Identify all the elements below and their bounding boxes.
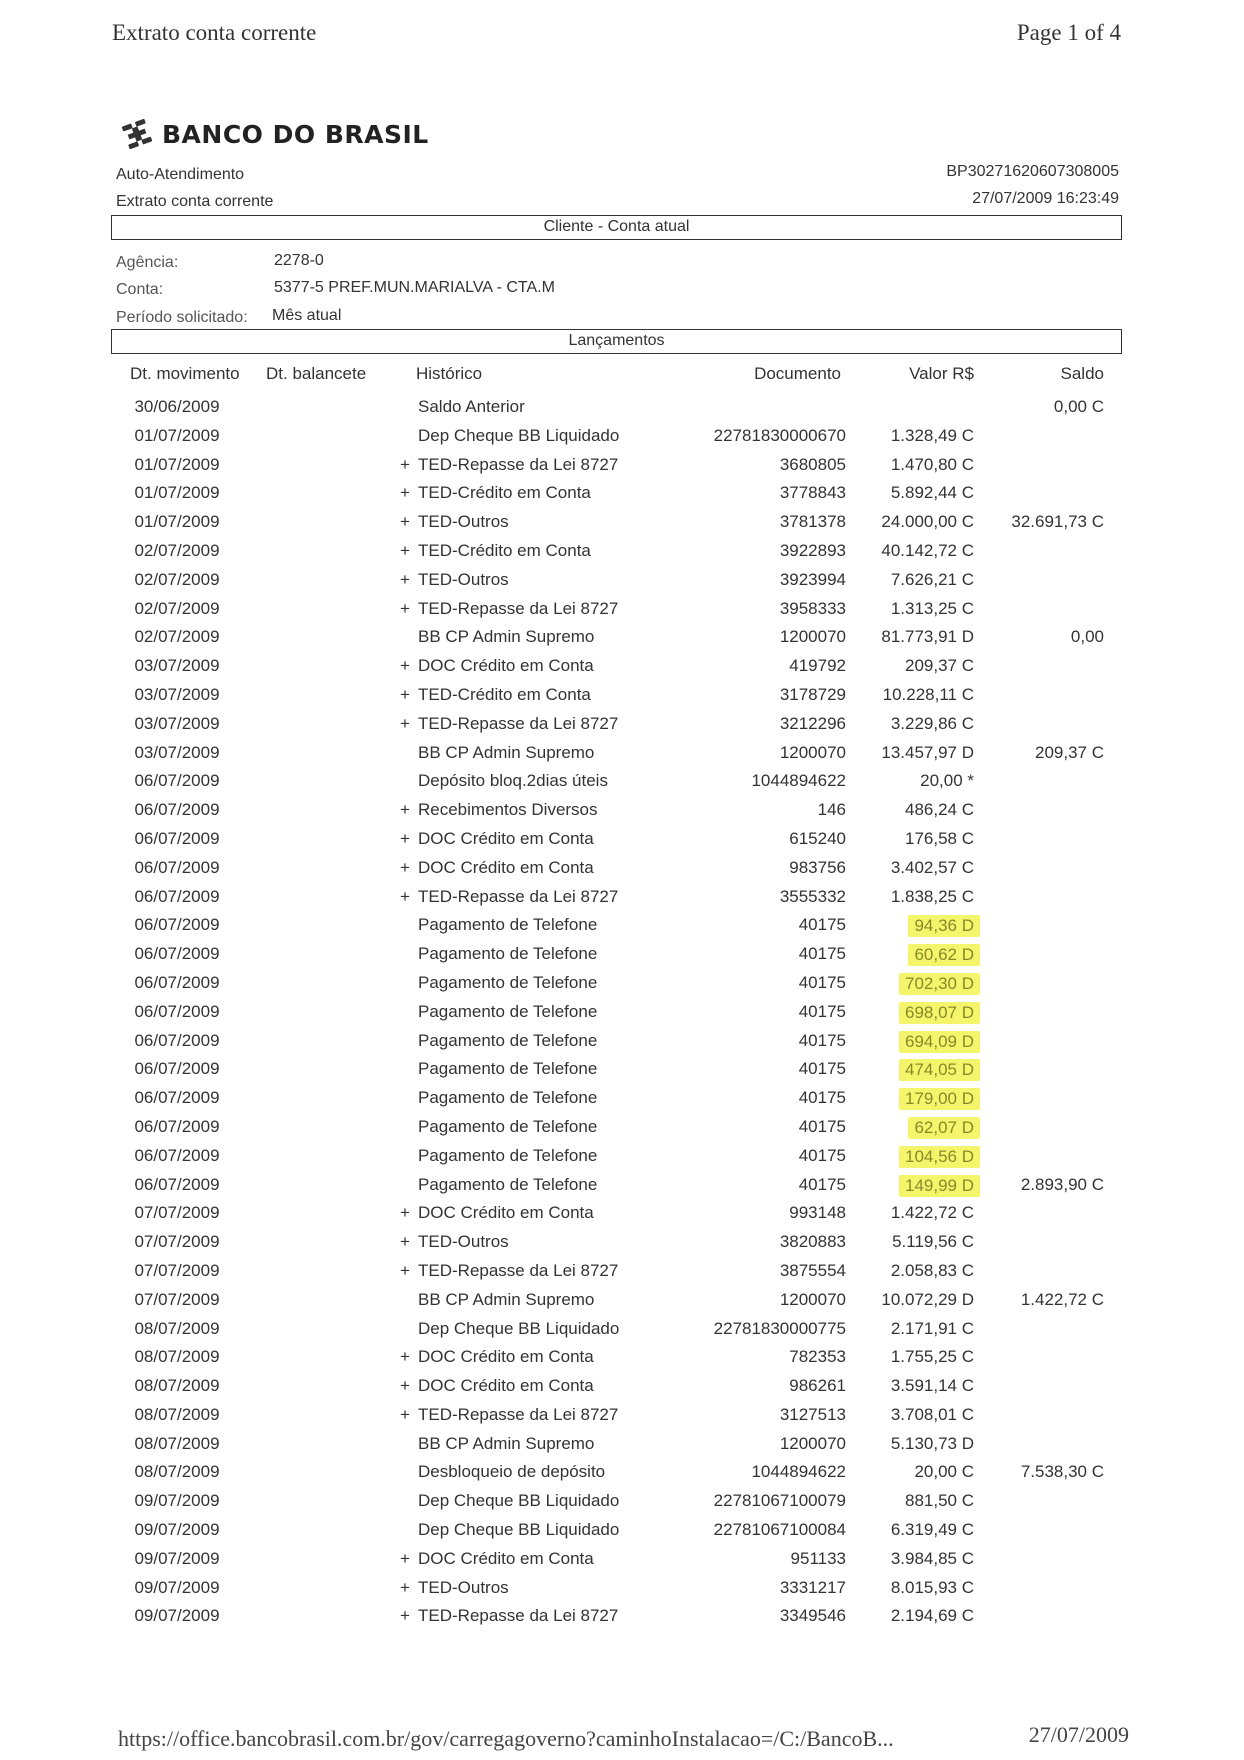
row-historico: TED-Repasse da Lei 8727 [418, 713, 619, 733]
protocol-number: BP30271620607308005 [946, 163, 1119, 180]
row-documento: 1200070 [779, 1289, 846, 1309]
row-plus-marker: + [400, 656, 410, 676]
row-valor: 2.058,83 C [890, 1260, 974, 1280]
row-documento: 40175 [798, 1059, 846, 1079]
table-row [0, 1228, 1244, 1257]
row-valor: 694,09 D [899, 1031, 980, 1053]
table-row [0, 1574, 1244, 1603]
row-saldo: 209,37 C [1035, 742, 1104, 762]
row-date: 06/07/2009 [134, 800, 220, 820]
row-date: 07/07/2009 [134, 1232, 220, 1252]
row-date: 09/07/2009 [134, 1548, 220, 1568]
row-saldo: 7.538,30 C [1020, 1462, 1104, 1482]
table-row [0, 566, 1244, 595]
row-plus-marker: + [400, 1577, 410, 1597]
row-date: 03/07/2009 [134, 742, 220, 762]
table-row [0, 796, 1244, 825]
service-label: Auto-Atendimento [116, 166, 245, 183]
row-plus-marker: + [400, 1548, 410, 1568]
row-valor: 3.402,57 C [890, 857, 974, 877]
col-documento: Documento [754, 364, 841, 383]
row-documento: 3178729 [779, 684, 846, 704]
row-valor: 20,00 C [914, 1462, 974, 1482]
conta-label: Conta: [116, 281, 164, 298]
row-documento: 986261 [789, 1376, 846, 1396]
row-historico: TED-Repasse da Lei 8727 [418, 454, 619, 474]
row-documento: 22781830000670 [713, 425, 846, 445]
row-date: 09/07/2009 [134, 1520, 220, 1540]
row-valor: 1.313,25 C [890, 598, 974, 618]
row-valor: 10.072,29 D [881, 1289, 974, 1309]
row-historico: Pagamento de Telefone [418, 1059, 598, 1079]
row-historico: Saldo Anterior [418, 397, 525, 416]
row-documento: 615240 [789, 828, 846, 848]
row-historico: Depósito bloq.2dias úteis [418, 771, 608, 791]
footer-url: https://office.bancobrasil.com.br/gov/carregagoverno?caminhoInstalacao=/C:/BancoB... [118, 1726, 894, 1751]
row-documento: 3555332 [779, 886, 846, 906]
table-row [0, 767, 1244, 796]
row-historico: DOC Crédito em Conta [418, 857, 594, 877]
row-documento: 40175 [798, 915, 846, 935]
row-valor: 702,30 D [899, 973, 980, 995]
periodo-value: Mês atual [272, 307, 342, 324]
row-date: 09/07/2009 [134, 1491, 220, 1511]
row-historico: Dep Cheque BB Liquidado [418, 1491, 620, 1511]
table-row [0, 422, 1244, 451]
row-date: 06/07/2009 [134, 1001, 220, 1021]
row-plus-marker: + [400, 713, 410, 733]
row-historico: TED-Crédito em Conta [418, 540, 591, 560]
row-date: 06/07/2009 [134, 771, 220, 791]
row-historico: Pagamento de Telefone [418, 1030, 598, 1050]
lancamentos-box-title: Lançamentos [111, 329, 1122, 354]
row-historico: Pagamento de Telefone [418, 1001, 598, 1021]
transactions-list [0, 393, 1244, 1631]
row-historico: BB CP Admin Supremo [418, 742, 595, 762]
table-row [0, 1516, 1244, 1545]
table-row [0, 969, 1244, 998]
row-valor: 5.119,56 C [892, 1232, 974, 1252]
table-row [0, 854, 1244, 883]
table-row [0, 710, 1244, 739]
row-plus-marker: + [400, 886, 410, 906]
row-documento: 22781830000775 [713, 1318, 846, 1338]
row-historico: TED-Outros [418, 569, 509, 589]
row-historico: DOC Crédito em Conta [418, 1548, 594, 1568]
row-date: 02/07/2009 [134, 569, 220, 589]
row-saldo: 0,00 [1070, 627, 1104, 647]
agencia-value: 2278-0 [274, 252, 324, 269]
row-documento: 40175 [798, 944, 846, 964]
table-row [0, 1142, 1244, 1171]
row-date: 06/07/2009 [134, 972, 220, 992]
row-date: 08/07/2009 [134, 1433, 220, 1453]
table-row [0, 1401, 1244, 1430]
row-plus-marker: + [400, 1203, 410, 1223]
table-row [0, 1487, 1244, 1516]
row-date: 30/06/2009 [134, 397, 220, 416]
row-historico: DOC Crédito em Conta [418, 828, 594, 848]
row-historico: Pagamento de Telefone [418, 1088, 598, 1108]
row-documento: 40175 [798, 1088, 846, 1108]
table-row [0, 1430, 1244, 1459]
row-historico: TED-Outros [418, 1232, 509, 1252]
row-historico: Pagamento de Telefone [418, 915, 598, 935]
row-historico: Dep Cheque BB Liquidado [418, 1318, 620, 1338]
row-historico: Dep Cheque BB Liquidado [418, 1520, 620, 1540]
row-documento: 951133 [790, 1548, 846, 1568]
statement-label: Extrato conta corrente [116, 193, 274, 210]
col-saldo: Saldo [1060, 364, 1104, 383]
row-historico: DOC Crédito em Conta [418, 656, 594, 676]
periodo-label: Período solicitado: [116, 309, 248, 326]
row-date: 08/07/2009 [134, 1404, 220, 1424]
row-valor: 3.984,85 C [890, 1548, 974, 1568]
row-date: 02/07/2009 [134, 540, 220, 560]
table-row [0, 1343, 1244, 1372]
row-valor: 1.470,80 C [890, 454, 974, 474]
row-date: 01/07/2009 [134, 483, 220, 503]
row-documento: 3820883 [779, 1232, 846, 1252]
row-date: 02/07/2009 [134, 627, 220, 647]
row-valor: 60,62 D [908, 944, 980, 966]
row-documento: 3212296 [779, 713, 846, 733]
row-saldo: 32.691,73 C [1011, 512, 1104, 532]
row-valor: 698,07 D [899, 1002, 980, 1024]
row-historico: BB CP Admin Supremo [418, 627, 595, 647]
row-valor: 40.142,72 C [881, 540, 974, 560]
row-date: 07/07/2009 [134, 1260, 220, 1280]
row-documento: 419792 [789, 656, 846, 676]
table-row [0, 883, 1244, 912]
row-historico: TED-Crédito em Conta [418, 684, 591, 704]
row-documento: 3922893 [779, 540, 846, 560]
table-row [0, 1545, 1244, 1574]
table-row [0, 825, 1244, 854]
row-valor: 5.130,73 D [890, 1433, 974, 1453]
row-date: 08/07/2009 [134, 1347, 220, 1367]
row-valor: 3.708,01 C [890, 1404, 974, 1424]
table-row [0, 479, 1244, 508]
row-documento: 3127513 [779, 1404, 846, 1424]
row-valor: 13.457,97 D [881, 742, 974, 762]
row-date: 06/07/2009 [134, 886, 220, 906]
row-valor: 10.228,11 C [882, 684, 974, 704]
row-valor: 1.838,25 C [890, 886, 974, 906]
row-documento: 22781067100084 [713, 1520, 846, 1540]
row-plus-marker: + [400, 800, 410, 820]
row-date: 09/07/2009 [134, 1606, 220, 1626]
row-documento: 22781067100079 [713, 1491, 846, 1511]
row-historico: DOC Crédito em Conta [418, 1203, 594, 1223]
table-row [0, 393, 1244, 422]
row-saldo: 2.893,90 C [1020, 1174, 1104, 1194]
row-date: 07/07/2009 [134, 1203, 220, 1223]
row-documento: 3923994 [779, 569, 846, 589]
row-documento: 1044894622 [751, 771, 846, 791]
row-valor: 2.171,91 C [890, 1318, 974, 1338]
row-date: 02/07/2009 [134, 598, 220, 618]
table-row [0, 1458, 1244, 1487]
row-valor: 3.229,86 C [890, 713, 974, 733]
row-valor: 3.591,14 C [890, 1376, 974, 1396]
table-row [0, 940, 1244, 969]
table-row [0, 1286, 1244, 1315]
row-historico: TED-Repasse da Lei 8727 [418, 886, 619, 906]
col-valor: Valor R$ [909, 364, 974, 383]
row-valor: 81.773,91 D [881, 627, 974, 647]
table-row [0, 681, 1244, 710]
row-plus-marker: + [400, 684, 410, 704]
row-valor: 1.422,72 C [890, 1203, 974, 1223]
agencia-label: Agência: [116, 254, 179, 271]
col-dt-balancete: Dt. balancete [266, 364, 367, 383]
row-saldo: 1.422,72 C [1020, 1289, 1104, 1309]
row-valor: 179,00 D [899, 1088, 980, 1110]
row-date: 06/07/2009 [134, 915, 220, 935]
row-valor: 881,50 C [905, 1491, 974, 1511]
row-documento: 40175 [798, 1116, 846, 1136]
row-historico: Dep Cheque BB Liquidado [418, 425, 620, 445]
row-historico: TED-Repasse da Lei 8727 [418, 598, 619, 618]
table-row [0, 1315, 1244, 1344]
row-plus-marker: + [400, 454, 410, 474]
row-historico: DOC Crédito em Conta [418, 1347, 594, 1367]
row-date: 03/07/2009 [134, 713, 220, 733]
table-row [0, 911, 1244, 940]
row-valor: 1.755,25 C [890, 1347, 974, 1367]
row-date: 03/07/2009 [134, 684, 220, 704]
row-historico: DOC Crédito em Conta [418, 1376, 594, 1396]
row-date: 06/07/2009 [134, 944, 220, 964]
row-valor: 149,99 D [899, 1175, 980, 1197]
row-documento: 3349546 [779, 1606, 846, 1626]
row-documento: 40175 [798, 1174, 846, 1194]
row-historico: TED-Outros [418, 512, 509, 532]
row-valor: 8.015,93 C [890, 1577, 974, 1597]
table-row [0, 998, 1244, 1027]
row-documento: 3875554 [779, 1260, 846, 1280]
row-documento: 3680805 [779, 454, 846, 474]
row-date: 01/07/2009 [134, 454, 220, 474]
table-row [0, 1257, 1244, 1286]
row-historico: TED-Repasse da Lei 8727 [418, 1606, 619, 1626]
row-plus-marker: + [400, 1404, 410, 1424]
table-row [0, 1171, 1244, 1200]
col-dt-movimento: Dt. movimento [130, 364, 240, 383]
table-row [0, 652, 1244, 681]
row-plus-marker: + [400, 828, 410, 848]
row-valor: 1.328,49 C [890, 425, 974, 445]
col-historico: Histórico [416, 364, 483, 383]
row-documento: 3778843 [779, 483, 846, 503]
row-historico: Pagamento de Telefone [418, 944, 598, 964]
table-row [0, 1084, 1244, 1113]
banco-do-brasil-icon [120, 117, 154, 151]
row-saldo: 0,00 C [1053, 397, 1104, 416]
row-date: 09/07/2009 [134, 1577, 220, 1597]
row-date: 08/07/2009 [134, 1318, 220, 1338]
table-row [0, 1113, 1244, 1142]
bank-name: BANCO DO BRASIL [162, 119, 429, 149]
row-documento: 3781378 [779, 512, 846, 532]
row-valor: 7.626,21 C [890, 569, 974, 589]
row-historico: TED-Repasse da Lei 8727 [418, 1260, 619, 1280]
row-historico: Pagamento de Telefone [418, 1116, 598, 1136]
table-row [0, 739, 1244, 768]
row-historico: Desbloqueio de depósito [418, 1462, 606, 1482]
row-date: 06/07/2009 [134, 857, 220, 877]
page-number: Page 1 of 4 [1016, 20, 1121, 45]
row-valor: 2.194,69 C [890, 1606, 974, 1626]
row-date: 01/07/2009 [134, 512, 220, 532]
row-date: 06/07/2009 [134, 1145, 220, 1165]
row-date: 06/07/2009 [134, 1174, 220, 1194]
row-historico: Recebimentos Diversos [418, 800, 598, 820]
row-historico: TED-Outros [418, 1577, 509, 1597]
client-box-title: Cliente - Conta atual [111, 215, 1122, 240]
table-row [0, 1199, 1244, 1228]
table-row [0, 623, 1244, 652]
row-plus-marker: + [400, 1376, 410, 1396]
table-row [0, 595, 1244, 624]
row-historico: Pagamento de Telefone [418, 1145, 598, 1165]
row-date: 07/07/2009 [134, 1289, 220, 1309]
page-header-title: Extrato conta corrente [112, 20, 317, 45]
row-valor: 62,07 D [908, 1117, 980, 1139]
row-valor: 24.000,00 C [881, 512, 974, 532]
row-valor: 5.892,44 C [890, 483, 974, 503]
table-row [0, 1027, 1244, 1056]
row-date: 06/07/2009 [134, 1116, 220, 1136]
row-plus-marker: + [400, 1606, 410, 1626]
row-documento: 983756 [789, 857, 846, 877]
row-date: 03/07/2009 [134, 656, 220, 676]
row-historico: Pagamento de Telefone [418, 972, 598, 992]
row-plus-marker: + [400, 1347, 410, 1367]
table-row [0, 1602, 1244, 1631]
row-valor: 209,37 C [905, 656, 974, 676]
table-row [0, 1372, 1244, 1401]
row-valor: 6.319,49 C [890, 1520, 974, 1540]
table-row [0, 537, 1244, 566]
row-valor: 486,24 C [905, 800, 974, 820]
row-historico: BB CP Admin Supremo [418, 1433, 595, 1453]
row-historico: TED-Crédito em Conta [418, 483, 591, 503]
row-valor: 474,05 D [899, 1059, 980, 1081]
row-plus-marker: + [400, 483, 410, 503]
row-plus-marker: + [400, 569, 410, 589]
row-documento: 146 [817, 800, 846, 820]
conta-value: 5377-5 PREF.MUN.MARIALVA - CTA.M [274, 279, 555, 296]
table-row [0, 1055, 1244, 1084]
row-plus-marker: + [400, 512, 410, 532]
statement-datetime: 27/07/2009 16:23:49 [972, 190, 1119, 207]
row-plus-marker: + [400, 540, 410, 560]
row-historico: Pagamento de Telefone [418, 1174, 598, 1194]
row-documento: 1200070 [779, 1433, 846, 1453]
row-valor: 104,56 D [899, 1146, 980, 1168]
row-documento: 40175 [798, 1030, 846, 1050]
table-row [0, 508, 1244, 537]
row-documento: 993148 [789, 1203, 846, 1223]
row-date: 01/07/2009 [134, 425, 220, 445]
row-date: 06/07/2009 [134, 1088, 220, 1108]
row-plus-marker: + [400, 1232, 410, 1252]
row-documento: 1200070 [779, 627, 846, 647]
row-date: 06/07/2009 [134, 1030, 220, 1050]
row-plus-marker: + [400, 598, 410, 618]
row-valor: 176,58 C [905, 828, 974, 848]
row-documento: 3958333 [779, 598, 846, 618]
row-date: 06/07/2009 [134, 1059, 220, 1079]
row-documento: 3331217 [779, 1577, 846, 1597]
row-date: 08/07/2009 [134, 1462, 220, 1482]
row-valor: 94,36 D [908, 915, 980, 937]
table-row [0, 451, 1244, 480]
footer-date: 27/07/2009 [1028, 1722, 1129, 1747]
row-documento: 1044894622 [751, 1462, 846, 1482]
bank-logo [120, 116, 429, 152]
row-date: 06/07/2009 [134, 828, 220, 848]
row-documento: 40175 [798, 1145, 846, 1165]
row-plus-marker: + [400, 1260, 410, 1280]
row-historico: BB CP Admin Supremo [418, 1289, 595, 1309]
row-historico: TED-Repasse da Lei 8727 [418, 1404, 619, 1424]
row-documento: 1200070 [779, 742, 846, 762]
row-documento: 782353 [789, 1347, 846, 1367]
row-valor: 20,00 * [920, 771, 974, 791]
row-documento: 40175 [798, 972, 846, 992]
row-date: 08/07/2009 [134, 1376, 220, 1396]
row-documento: 40175 [798, 1001, 846, 1021]
row-plus-marker: + [400, 857, 410, 877]
